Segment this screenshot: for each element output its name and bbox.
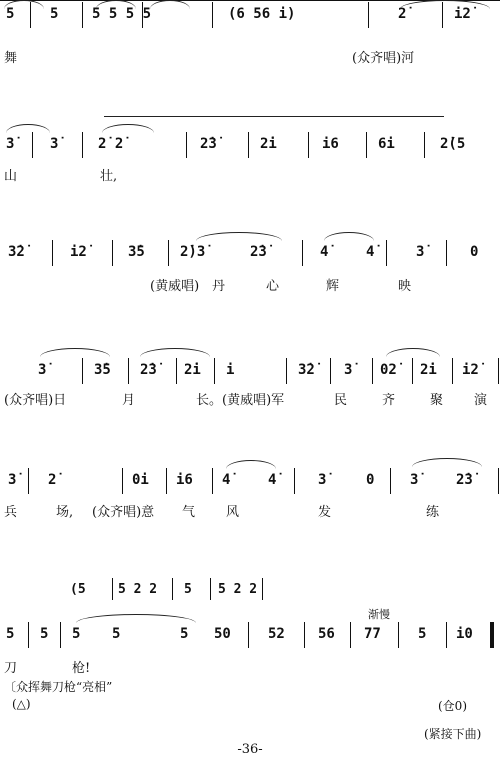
notation-cell: 4̇	[222, 472, 231, 488]
bar-line	[248, 622, 249, 648]
tie	[196, 232, 282, 241]
bar-line	[128, 358, 129, 384]
notation-cell: 2̇	[48, 472, 57, 488]
tie	[150, 0, 190, 9]
notation-cell: 56	[318, 626, 335, 642]
bar-line	[82, 132, 83, 158]
bar-line	[212, 468, 213, 494]
bar-line	[302, 240, 303, 266]
bar-line	[176, 358, 177, 384]
bar-line	[172, 578, 173, 600]
lyric: 枪!	[72, 661, 91, 676]
lyric: 演	[474, 393, 488, 408]
notation-cell: (6 56 i)	[228, 6, 296, 22]
notation-cell: i2̇	[70, 244, 87, 260]
bar-line	[52, 240, 53, 266]
lyric: 辉	[326, 279, 340, 294]
notation-cell: i	[226, 362, 235, 378]
bar-line	[452, 358, 453, 384]
bar-line	[368, 2, 369, 28]
lyric: 兵	[4, 505, 18, 520]
notation-cell: 5 2 2	[218, 582, 258, 597]
bar-line	[330, 358, 331, 384]
notation-cell: 2̇i	[184, 362, 201, 378]
notation-cell: 3̇	[318, 472, 327, 488]
final-barline	[490, 622, 494, 648]
bar-line	[350, 622, 351, 648]
notation-cell: 3̇	[8, 472, 17, 488]
notation-cell: 0i	[132, 472, 149, 488]
notation-cell: (5	[70, 582, 86, 597]
bar-line	[398, 622, 399, 648]
continue-note: (紧接下曲)	[424, 727, 482, 741]
notation-cell: 3̇	[6, 136, 15, 152]
lyric: 心	[266, 279, 280, 294]
percussion-mark: (仓0)	[438, 699, 467, 713]
notation-cell: 5	[6, 626, 15, 642]
bar-line	[112, 578, 113, 600]
lyric: 丹	[212, 279, 226, 294]
tie	[400, 0, 490, 9]
bar-line	[372, 358, 373, 384]
bar-line	[304, 622, 305, 648]
tie	[76, 614, 196, 623]
bar-line	[82, 2, 83, 28]
notation-cell: 3̇2̇	[8, 244, 25, 260]
notation-cell: 2̇3̇	[200, 136, 217, 152]
lyric: 场,	[56, 505, 74, 520]
notation-cell: 2̇(5	[440, 136, 466, 152]
lyric: 齐	[382, 393, 396, 408]
bar-line	[28, 468, 29, 494]
notation-cell: 5	[418, 626, 427, 642]
stage-direction: 〔众挥舞刀枪“亮相”	[4, 680, 113, 694]
notation-cell: i6	[176, 472, 193, 488]
notation-cell: 5	[6, 6, 15, 22]
bar-line	[446, 622, 447, 648]
lyric: 发	[318, 505, 332, 520]
bar-line	[186, 132, 187, 158]
notation-cell: 2̇)3̇	[180, 244, 206, 260]
notation-cell: 5 5 5 5	[92, 6, 152, 22]
notation-cell: 3̇	[344, 362, 353, 378]
notation-cell: 5	[112, 626, 121, 642]
notation-cell: 02̇	[380, 362, 397, 378]
bar-line	[166, 468, 167, 494]
bar-line	[498, 358, 499, 384]
lyric: 月	[122, 393, 136, 408]
bar-line	[214, 358, 215, 384]
notation-cell: 3̇	[416, 244, 425, 260]
notation-cell: 5	[184, 582, 192, 597]
tie	[96, 0, 136, 9]
lyric: (众齐唱)河	[352, 51, 415, 66]
page-number: -36-	[237, 742, 263, 757]
bar-line	[446, 240, 447, 266]
lyric: 民	[334, 393, 348, 408]
bar-line	[390, 468, 391, 494]
bar-line	[386, 240, 387, 266]
lyric: (众齐唱)意	[92, 505, 155, 520]
notation-cell: i0	[456, 626, 473, 642]
notation-cell: 77	[364, 626, 381, 642]
bar-line	[366, 132, 367, 158]
bar-line	[212, 2, 213, 28]
lyric: 映	[398, 279, 412, 294]
tie	[40, 348, 110, 357]
notation-cell: 2̇i	[260, 136, 277, 152]
bar-line	[424, 132, 425, 158]
lyric: (黄威唱)	[150, 279, 200, 294]
bar-line	[262, 578, 263, 600]
lyric: (众齐唱)日	[4, 393, 67, 408]
tie	[102, 124, 154, 133]
bar-line	[498, 468, 499, 494]
notation-cell: 0	[366, 472, 375, 488]
notation-cell: 5	[180, 626, 189, 642]
bar-line	[168, 240, 169, 266]
tie	[140, 348, 210, 357]
bar-line	[210, 578, 211, 600]
lyric: 练	[426, 505, 440, 520]
notation-cell: i6	[322, 136, 339, 152]
bar-line	[248, 132, 249, 158]
notation-cell: 4̇	[268, 472, 277, 488]
lyric: 长。(黄威唱)军	[196, 393, 285, 408]
notation-cell: 2̇3̇	[456, 472, 473, 488]
notation-cell: 6i	[378, 136, 395, 152]
notation-cell: i2̇	[454, 6, 471, 22]
bar-line	[32, 132, 33, 158]
notation-cell: 5	[50, 6, 59, 22]
lyric: 山	[4, 169, 18, 184]
bar-line	[308, 132, 309, 158]
notation-cell: 52	[268, 626, 285, 642]
lyric: 风	[226, 505, 240, 520]
bar-line	[412, 358, 413, 384]
notation-cell: 2̇i	[420, 362, 437, 378]
notation-cell: 50	[214, 626, 231, 642]
notation-cell: 3̇2̇	[298, 362, 315, 378]
notation-cell: 5	[72, 626, 81, 642]
bar-line	[82, 358, 83, 384]
tie	[324, 232, 374, 241]
notation-cell: 3̇	[50, 136, 59, 152]
notation-cell: 3̇5	[94, 362, 111, 378]
notation-cell: 0	[470, 244, 479, 260]
notation-cell: i2̇	[462, 362, 479, 378]
tie	[226, 460, 276, 469]
notation-cell: 2̇ 2̇	[98, 136, 124, 152]
lyric: 聚	[430, 393, 444, 408]
tie	[386, 348, 440, 357]
tie	[6, 124, 50, 133]
lyric: 壮,	[100, 169, 118, 184]
notation-cell: 5 2 2	[118, 582, 158, 597]
notation-cell: 3̇	[38, 362, 47, 378]
bar-line	[294, 468, 295, 494]
bar-line	[28, 622, 29, 648]
bar-line	[60, 622, 61, 648]
tie	[4, 0, 44, 9]
tempo-mark: 渐慢	[368, 608, 390, 621]
triangle-mark: (△)	[12, 697, 31, 711]
lyric: 刀	[4, 661, 18, 676]
lyric: 舞	[4, 51, 18, 66]
extension-line	[104, 116, 444, 117]
notation-cell: 2̇	[398, 6, 407, 22]
tie	[412, 458, 482, 467]
notation-cell: 4̇	[366, 244, 375, 260]
notation-cell: 5	[40, 626, 49, 642]
notation-cell: 3̇5	[128, 244, 145, 260]
notation-cell: 3̇	[410, 472, 419, 488]
lyric: 气	[182, 505, 196, 520]
bar-line	[286, 358, 287, 384]
notation-cell: 2̇3̇	[250, 244, 267, 260]
notation-cell: 4̇	[320, 244, 329, 260]
bar-line	[122, 468, 123, 494]
notation-cell: 2̇3̇	[140, 362, 157, 378]
bar-line	[112, 240, 113, 266]
